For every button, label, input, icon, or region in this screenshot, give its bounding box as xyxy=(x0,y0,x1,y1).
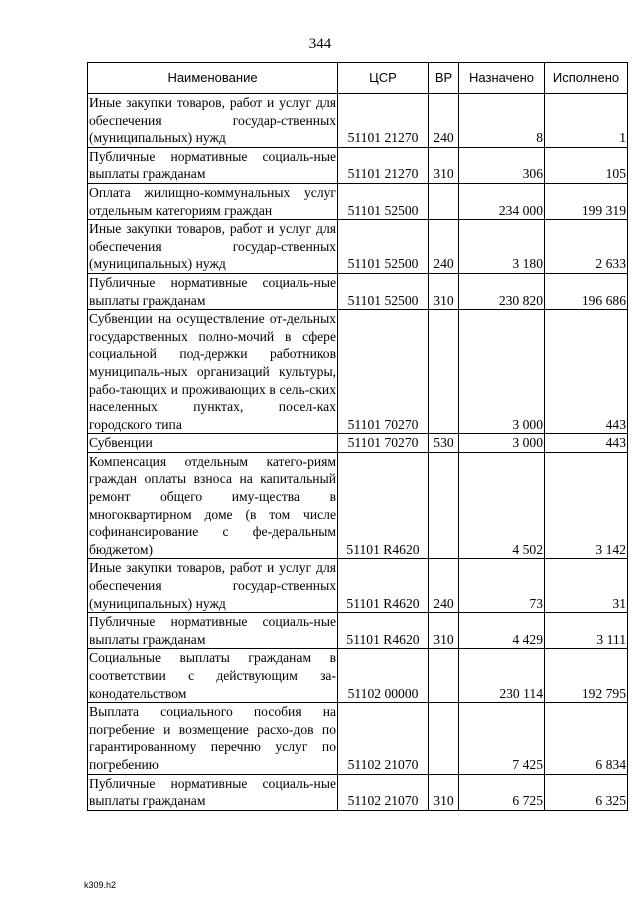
budget-table xyxy=(87,62,628,811)
row-vr xyxy=(429,703,459,774)
row-planned: 306 xyxy=(459,147,545,183)
row-csr: 51101 52500 xyxy=(338,220,429,274)
row-executed: 105 xyxy=(545,147,628,183)
row-csr: 51102 00000 xyxy=(338,649,429,703)
row-csr: 51102 21070 xyxy=(338,774,429,810)
row-csr: 51101 21270 xyxy=(338,147,429,183)
table-row xyxy=(88,559,628,613)
row-vr: 310 xyxy=(429,273,459,309)
table-row xyxy=(88,649,628,703)
row-csr: 51101 R4620 xyxy=(338,613,429,649)
row-name: Иные закупки товаров, работ и услуг для обеспечения государ-ственных (муниципальных) нужд xyxy=(88,94,338,148)
row-name: Иные закупки товаров, работ и услуг для обеспечения государ-ственных (муниципальных) нужд xyxy=(88,220,338,274)
header-csr: ЦСР xyxy=(338,63,429,94)
row-executed: 3 111 xyxy=(545,613,628,649)
page-number: 344 xyxy=(308,36,332,52)
row-planned: 230 820 xyxy=(459,273,545,309)
row-csr: 51102 21070 xyxy=(338,703,429,774)
row-planned: 3 000 xyxy=(459,434,545,453)
header-planned: Назначено xyxy=(459,63,545,94)
table-row xyxy=(88,434,628,453)
row-csr: 51101 52500 xyxy=(338,183,429,219)
row-executed: 192 795 xyxy=(545,649,628,703)
row-vr: 310 xyxy=(429,774,459,810)
row-name: Субвенции xyxy=(88,434,338,453)
row-executed: 1 xyxy=(545,94,628,148)
row-planned: 230 114 xyxy=(459,649,545,703)
table-row xyxy=(88,613,628,649)
row-csr: 51101 21270 xyxy=(338,94,429,148)
row-name: Субвенции на осуществление от-дельных государственных полно-мочий в сфере социальной под-держки работников муниципаль-ных организаций культуры, рабо-тающих и проживающих в сель-ских населенных пунктах, посел-ках городского типа xyxy=(88,310,338,434)
row-csr: 51101 70270 xyxy=(338,434,429,453)
row-vr xyxy=(429,310,459,434)
row-vr: 530 xyxy=(429,434,459,453)
table-row xyxy=(88,183,628,219)
table-row xyxy=(88,774,628,810)
row-planned: 3 180 xyxy=(459,220,545,274)
row-name: Оплата жилищно-коммунальных услуг отдельным категориям граждан xyxy=(88,183,338,219)
row-vr: 240 xyxy=(429,94,459,148)
row-name: Публичные нормативные социаль-ные выплаты гражданам xyxy=(88,613,338,649)
table-row xyxy=(88,310,628,434)
row-planned: 6 725 xyxy=(459,774,545,810)
table-row xyxy=(88,703,628,774)
table-row xyxy=(88,273,628,309)
row-vr xyxy=(429,183,459,219)
row-csr: 51101 R4620 xyxy=(338,452,429,559)
header-vr: ВР xyxy=(429,63,459,94)
row-executed: 199 319 xyxy=(545,183,628,219)
row-planned: 7 425 xyxy=(459,703,545,774)
table-row xyxy=(88,94,628,148)
header-name: Наименование xyxy=(88,63,338,94)
row-executed: 6 834 xyxy=(545,703,628,774)
row-name: Публичные нормативные социаль-ные выплаты гражданам xyxy=(88,774,338,810)
row-executed: 443 xyxy=(545,310,628,434)
row-planned: 8 xyxy=(459,94,545,148)
header-executed: Исполнено xyxy=(545,63,628,94)
row-name: Публичные нормативные социаль-ные выплаты гражданам xyxy=(88,147,338,183)
row-executed: 443 xyxy=(545,434,628,453)
row-executed: 196 686 xyxy=(545,273,628,309)
row-planned: 234 000 xyxy=(459,183,545,219)
row-name: Публичные нормативные социаль-ные выплаты гражданам xyxy=(88,273,338,309)
row-executed: 2 633 xyxy=(545,220,628,274)
row-planned: 3 000 xyxy=(459,310,545,434)
row-vr: 240 xyxy=(429,559,459,613)
row-executed: 31 xyxy=(545,559,628,613)
table-body xyxy=(88,94,628,811)
row-executed: 6 325 xyxy=(545,774,628,810)
row-name: Компенсация отдельным катего-риям граждан оплаты взноса на капитальный ремонт общего иму-щества в многоквартирном доме (в том числе софинансирование с фе-деральным бюджетом) xyxy=(88,452,338,559)
row-vr: 310 xyxy=(429,147,459,183)
row-name: Социальные выплаты гражданам в соответствии с действующим за-конодательством xyxy=(88,649,338,703)
row-planned: 73 xyxy=(459,559,545,613)
row-vr xyxy=(429,649,459,703)
row-vr: 310 xyxy=(429,613,459,649)
table-header-row xyxy=(88,63,628,94)
footer-code: k309.h2 xyxy=(84,880,117,890)
row-executed: 3 142 xyxy=(545,452,628,559)
row-vr xyxy=(429,452,459,559)
row-planned: 4 502 xyxy=(459,452,545,559)
row-name: Выплата социального пособия на погребение и возмещение расхо-дов по гарантированному перечню услуг по погребению xyxy=(88,703,338,774)
row-csr: 51101 52500 xyxy=(338,273,429,309)
table-row xyxy=(88,452,628,559)
table-row xyxy=(88,147,628,183)
row-name: Иные закупки товаров, работ и услуг для обеспечения государ-ственных (муниципальных) нужд xyxy=(88,559,338,613)
row-planned: 4 429 xyxy=(459,613,545,649)
row-csr: 51101 R4620 xyxy=(338,559,429,613)
row-vr: 240 xyxy=(429,220,459,274)
table-row xyxy=(88,220,628,274)
row-csr: 51101 70270 xyxy=(338,310,429,434)
